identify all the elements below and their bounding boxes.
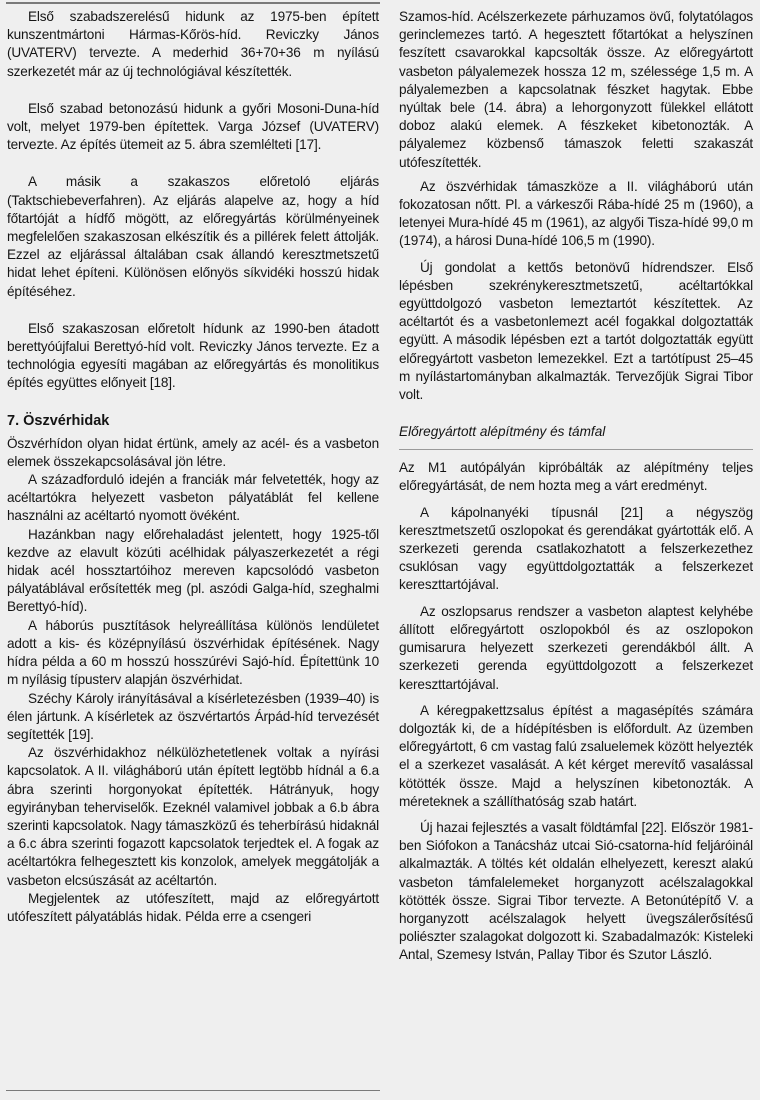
paragraph: Az öszvérhidak támaszköze a II. világháború után fokozatosan nőtt. Pl. a várkeszői Rába-hídé 25 m (1960), a letenyei Mura-hídé 45 m (1961), az algyői Tisza-hídé 99,0 m (1974), a hárosi Duna-hídé 106,5 m (1990). xyxy=(399,178,753,249)
right-column xyxy=(399,8,753,965)
paragraph: A századforduló idején a franciák már felvetették, hogy az acéltartókra helyezett vasbeton pályatáblát fel kellene használni az acéltartó nyomott övéként. xyxy=(7,472,379,524)
paragraph: Az oszlopsarus rendszer a vasbeton alaptest kelyhébe állított előregyártott oszlopokból és az oszlopokon gumisarura helyezett szerkezeti gerendákból állt. A szerkezeti gerenda együttdolgozott a felszerkezet kereszttartójával. xyxy=(399,603,753,692)
paragraph: A kápolnanyéki típusnál [21] a négyszög keresztmetszetű oszlopokat és gerendákat gyártották elő. A szerkezeti gerenda csatlakozhatott a felszerkezethez csuklósan vagy együttdolgoztatták a felszerkezet kereszttartójával. xyxy=(399,504,753,593)
paragraph: Hazánkban nagy előrehaladást jelentett, hogy 1925-től kezdve az elavult közúti acélhidak pályaszerkezetét a régi hidak acél hossztartóihoz mereven kapcsolódó vasbeton pályatáblával erősítették meg (pl. aszódi Galga-híd, szeghalmi Berettyó-híd). xyxy=(7,526,379,615)
paragraph: Szamos-híd. Acélszerkezete párhuzamos övű, folytatólagos gerinclemezes tartó. A hegesztett főtartókat a helyszínen feszített csavarokkal kapcsolták össze. Az előregyártott vasbeton pályalemezek hossza 12 m, szélessége 1,5 m. A pályalemezben a kapcsolatnak fészket hagytak. Ebbe nyúltak bele (14. ábra) a lehorgonyzott fülekkel ellátott doboz alakú elemek. A fészkeket kibetonozták. A pályalemez közbenső támaszok feletti szakaszát utófeszítették. xyxy=(399,9,753,170)
paragraph: Első szakaszosan előretolt hídunk az 1990-ben átadott berettyóújfalui Berettyó-híd volt. Reviczky János tervezte. Ez a technológia egyesíti magában az előregyártás és monolitikus építés együttes előnyeit [18]. xyxy=(7,320,379,391)
paragraph: A másik a szakaszos előretoló eljárás (Taktschiebeverfahren). Az eljárás alapelve az, hogy a híd főtartóját a hídfő mögött, az előregyártás körülményeinek megfelelően szakaszosan elkészítik és a pillérek felett áttolják. Ezzel az eljárással általában csak állandó keresztmetszetű hidat lehet építeni. Különösen előnyös síkvidéki hosszú hidak építéséhez. xyxy=(7,174,379,299)
paragraph: Első szabad betonozású hidunk a győri Mosoni-Duna-híd volt, melyet 1979-ben építettek. Varga József (UVATERV) tervezte. Az építés ütemeit az 5. ábra szemlélteti [17]. xyxy=(7,100,379,153)
paragraph: A kéregpakettzsalus építést a magasépítés számára dolgozták ki, de a hídépítésben is előfordult. Az üzemben előregyártott, 6 cm vastag falú zsaluelemek között helyezték el a szerkezet vasalását. A két kérget merevítő vasalással kötötték össze. Majd a helyszínen kibetonozták. A méreteknek a szállíthatóság szab határt. xyxy=(399,702,753,809)
paragraph: Új gondolat a kettős betonövű hídrendszer. Első lépésben szekrénykeresztmetszetű, acéltartókkal együttdolgozó vasbeton lemeztartót készítettek. Az acéltartót és a vasbetonlemezt acél fogakkal dolgoztatták együtt. A második lépésben ezt a tartót dolgoztatták együtt előregyártott vasbeton lemezekkel. Ezt a tartótípust 25–45 m nyílástartományban alkalmazták. Tervezőjük Sigrai Tibor volt. xyxy=(399,259,753,403)
paragraph: Új hazai fejlesztés a vasalt földtámfal [22]. Először 1981-ben Siófokon a Tanácsház utcai Sió-csatorna-híd feljáróinál alkalmazták. A töltés két oldalán elhelyezett, kereszt alakú vasbeton támfalelemeket horganyzott acélszalagokkal kötötték össze. Sigrai Tibor tervezte. A Betonútépítő V. a horganyzott acélszalagok helyett üvegszálerősítésű poliészter szalagokat dolgozott ki. Szabadalmazók: Kisteleki Antal, Szemesy István, Pallay Tibor és Szutor László. xyxy=(399,819,753,963)
subsection-heading: Előregyártott alépítmény és támfal xyxy=(399,424,606,440)
left-column xyxy=(7,8,379,926)
paragraph: Első szabadszerelésű hidunk az 1975-ben épített kunszentmártoni Hármas-Kőrös-híd. Reviczky János (UVATERV) tervezte. A mederhid 36+70+36 m nyílású szerkezetét már az új technológiával készítették. xyxy=(7,9,379,79)
subsection-divider xyxy=(399,449,753,450)
paragraph: Az M1 autópályán kipróbálták az alépítmény teljes előregyártását, de nem hozta meg a várt eredményt. xyxy=(399,460,753,494)
paragraph: A háborús pusztítások helyreállítása különös lendületet adott a kis- és középnyílású öszvérhidak építésének. Nagy hídra példa a 60 m hosszú hosszúrévi Sajó-híd. Építettünk 10 m nyílásig típusterv alapján öszvérhidat. xyxy=(7,617,379,688)
paragraph: Megjelentek az utófeszített, majd az előregyártott utófeszített pályatáblás hidak. Példa erre a csengeri xyxy=(7,890,379,924)
top-divider xyxy=(6,2,380,4)
paragraph: Öszvérhídon olyan hidat értünk, amely az acél- és a vasbeton elemek összekapcsolásával jön létre. xyxy=(7,435,379,469)
paragraph: Széchy Károly irányításával a kísérletezésben (1939–40) is élen jártunk. A kísérletek az öszvértartós Árpád-híd tervezését segítették [19]. xyxy=(7,690,379,742)
section-heading: 7. Öszvérhidak xyxy=(7,412,110,429)
bottom-divider xyxy=(6,1090,380,1091)
paragraph: Az öszvérhidakhoz nélkülözhetetlenek voltak a nyírási kapcsolatok. A II. világháború után épített legtöbb hídnál a 6.a ábra szerinti horgonyokat építették. Hátrányuk, hogy egyirányban teherviselők. Ezeknél valamivel jobbak a 6.b ábra szerinti kapcsolatok. Nagy támaszközű és teherbírású hidaknál a 6.c ábra szerinti fogazott kapcsolatok terjedtek el. A fogak az acéltartókra felhegesztett kis konzolok, amelyek meggátolják a vasbeton elcsúszását az acéltartón. xyxy=(7,745,379,888)
